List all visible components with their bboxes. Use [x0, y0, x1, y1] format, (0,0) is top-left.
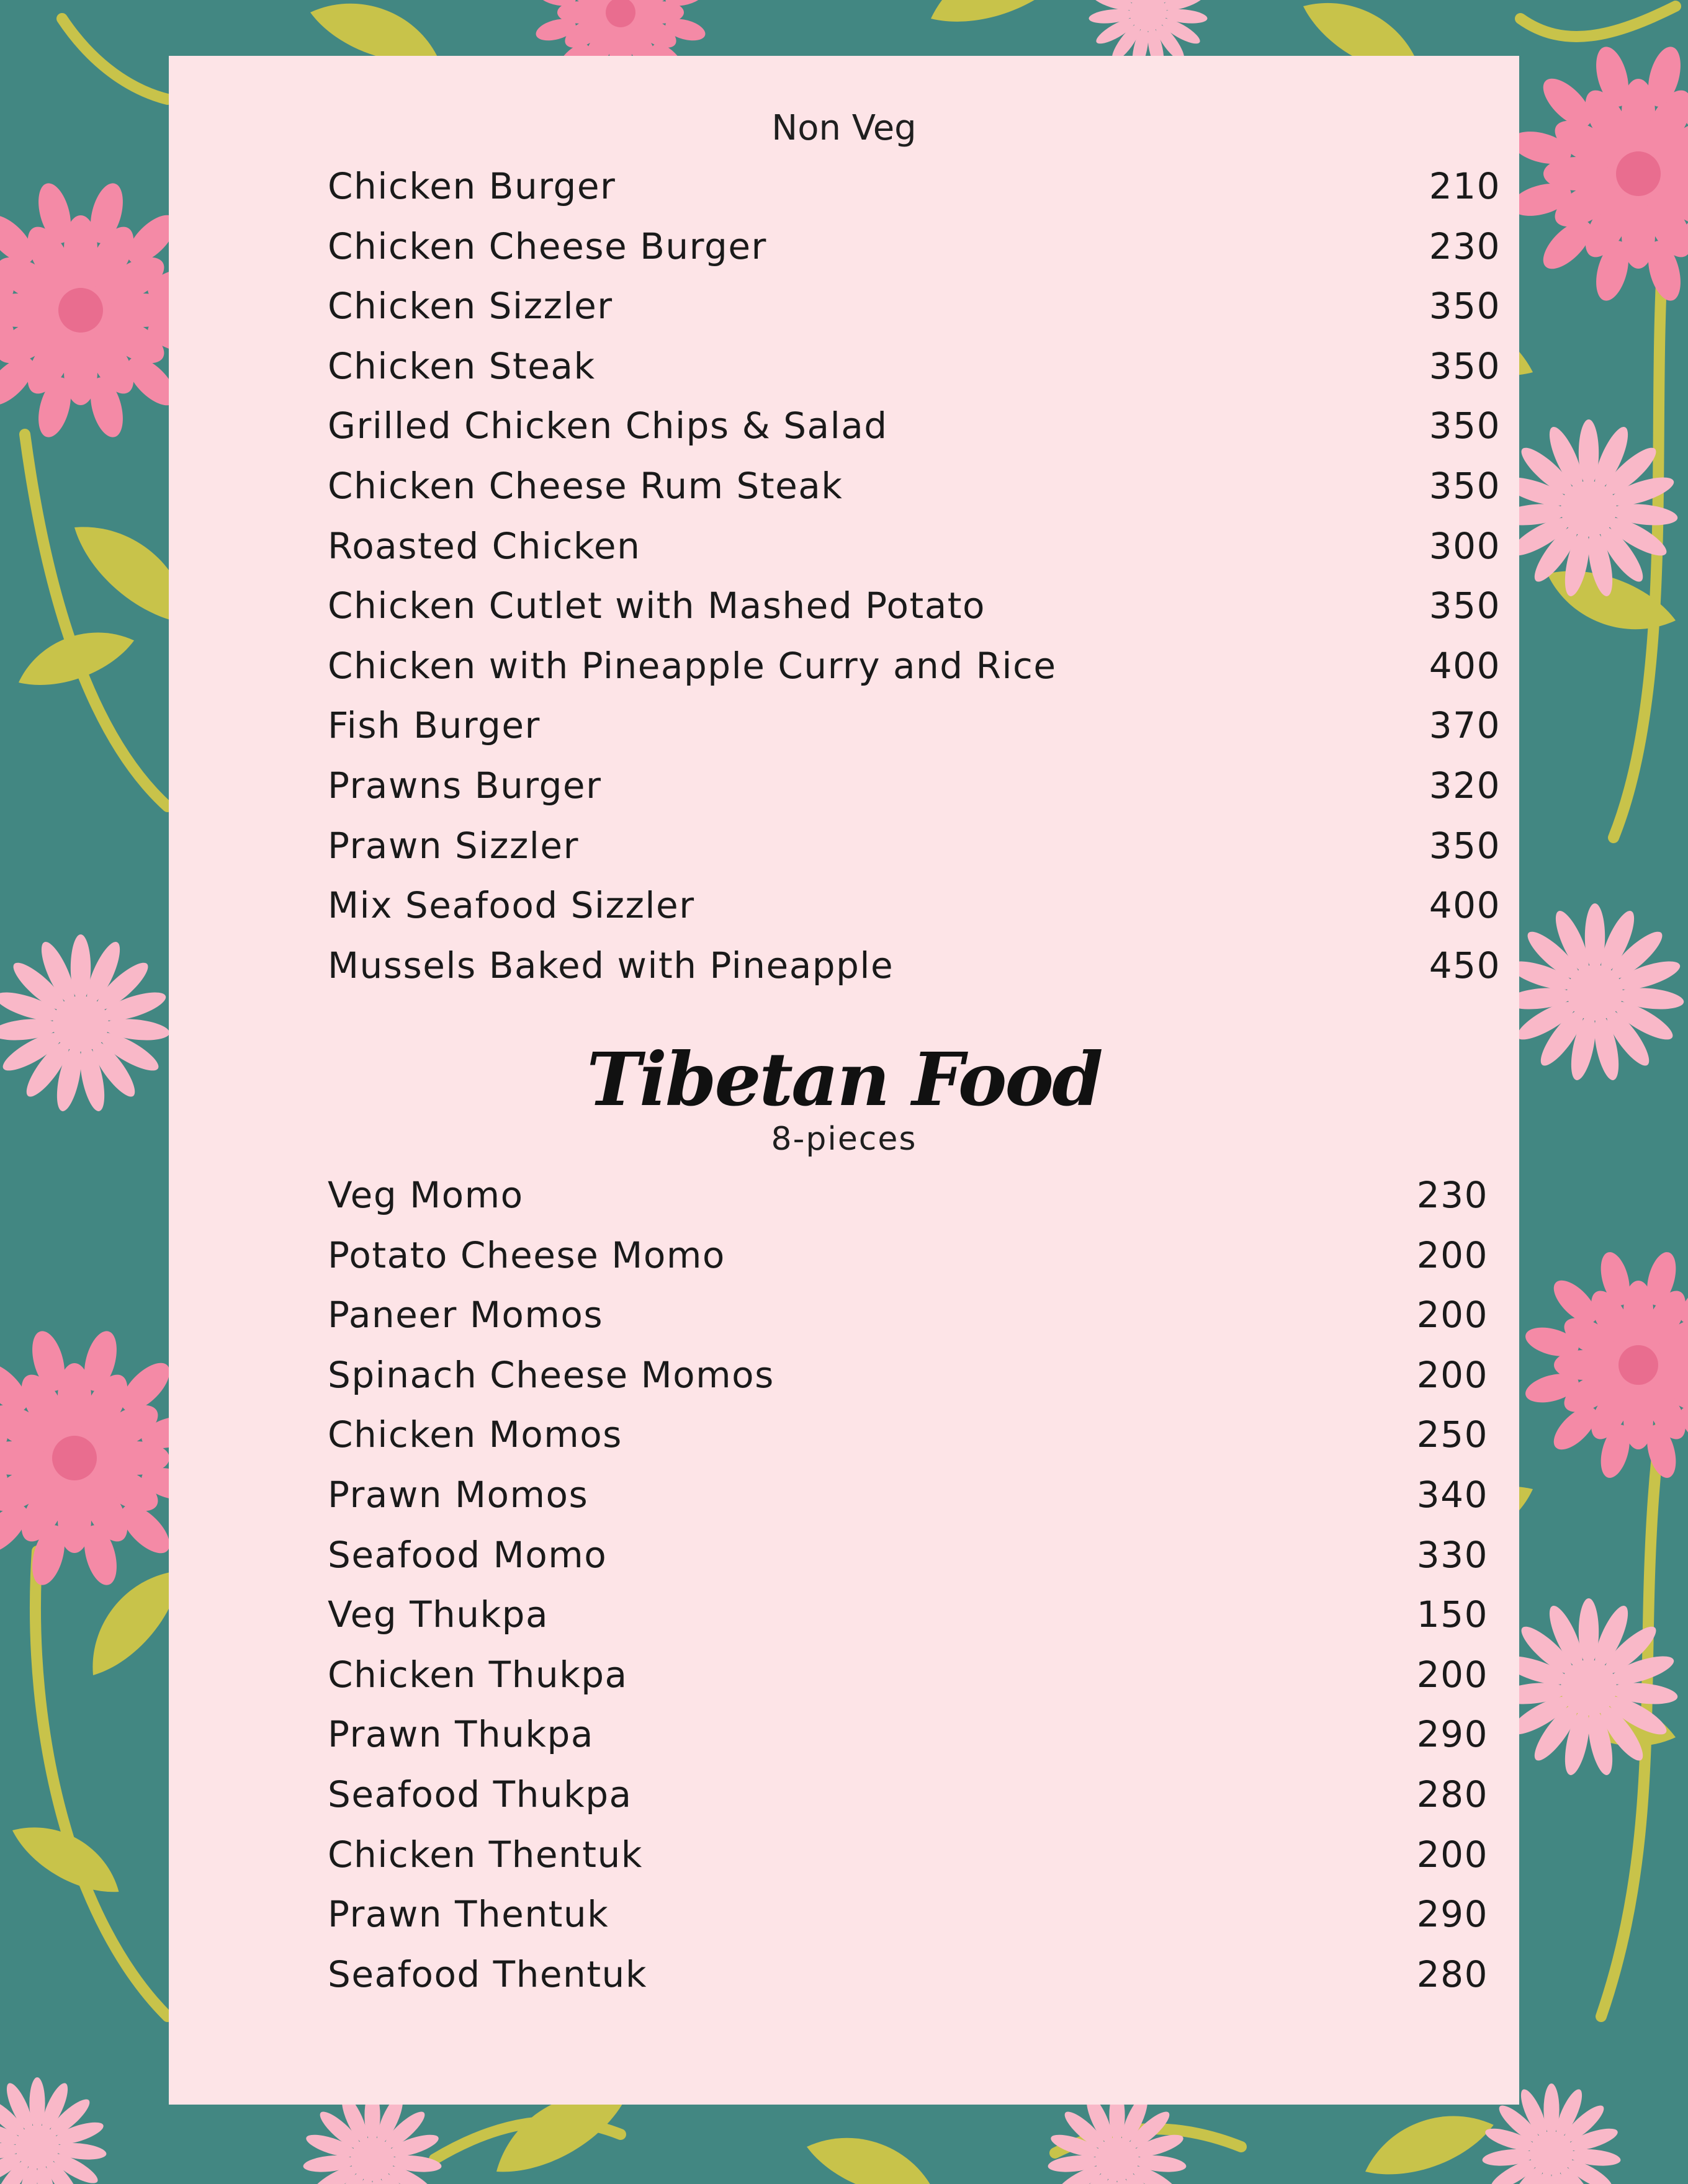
menu-item-name: Chicken Sizzler	[328, 285, 613, 328]
menu-item-name: Prawn Thukpa	[328, 1713, 594, 1756]
menu-item-row	[328, 1405, 1488, 1465]
menu-item-row	[328, 1525, 1488, 1585]
menu-item-price: 370	[1429, 704, 1501, 747]
menu-item-name: Chicken Thentuk	[328, 1833, 643, 1876]
menu-item-row	[328, 696, 1501, 756]
menu-item-row	[328, 936, 1501, 996]
menu-item-price: 280	[1416, 1953, 1488, 1995]
menu-item-price: 200	[1416, 1233, 1488, 1276]
menu-item-row	[328, 336, 1501, 396]
menu-item-price: 450	[1429, 944, 1501, 987]
menu-item-name: Chicken Cutlet with Mashed Potato	[328, 584, 986, 627]
menu-item-row	[328, 875, 1501, 936]
menu-item-name: Potato Cheese Momo	[328, 1233, 725, 1276]
menu-item-row	[328, 1285, 1488, 1345]
menu-item-name: Mussels Baked with Pineapple	[328, 944, 894, 987]
menu-item-row	[328, 1945, 1488, 2005]
menu-item-name: Grilled Chicken Chips & Salad	[328, 405, 888, 447]
menu-item-name: Seafood Momo	[328, 1533, 608, 1576]
menu-item-name: Prawn Thentuk	[328, 1893, 609, 1936]
menu-item-name: Seafood Thentuk	[328, 1953, 647, 1995]
menu-item-name: Chicken Burger	[328, 165, 616, 207]
menu-item-row	[328, 1825, 1488, 1885]
menu-item-name: Veg Momo	[328, 1174, 524, 1216]
menu-item-name: Prawn Momos	[328, 1473, 589, 1516]
menu-item-price: 250	[1416, 1413, 1488, 1456]
menu-item-price: 290	[1416, 1893, 1488, 1936]
menu-item-price: 150	[1416, 1593, 1488, 1636]
menu-item-price: 350	[1429, 464, 1501, 507]
menu-item-name: Mix Seafood Sizzler	[328, 884, 695, 927]
menu-item-price: 200	[1416, 1294, 1488, 1336]
menu-item-row	[328, 576, 1501, 636]
menu-item-name: Chicken Steak	[328, 344, 596, 387]
menu-item-row	[328, 1645, 1488, 1705]
menu-item-name: Fish Burger	[328, 704, 541, 747]
menu-item-price: 350	[1429, 584, 1501, 627]
menu-item-row	[328, 1765, 1488, 1825]
menu-item-name: Veg Thukpa	[328, 1593, 549, 1636]
menu-item-price: 210	[1429, 165, 1501, 207]
menu-item-price: 290	[1416, 1713, 1488, 1756]
section-heading-non-veg: Non Veg	[771, 108, 917, 148]
menu-item-name: Prawn Sizzler	[328, 824, 579, 867]
menu-item-row	[328, 1165, 1488, 1225]
section-heading-tibetan-food: Tibetan Food	[586, 1036, 1102, 1122]
menu-item-price: 350	[1429, 344, 1501, 387]
menu-item-price: 200	[1416, 1353, 1488, 1396]
menu-item-price: 200	[1416, 1653, 1488, 1696]
menu-item-name: Chicken Momos	[328, 1413, 622, 1456]
menu-item-price: 230	[1429, 225, 1501, 267]
menu-item-row	[328, 816, 1501, 876]
menu-list-non-veg	[328, 156, 1501, 995]
menu-item-row	[328, 1884, 1488, 1945]
menu-item-row	[328, 276, 1501, 336]
menu-item-row	[328, 1585, 1488, 1645]
menu-item-row	[328, 456, 1501, 516]
menu-item-row	[328, 1465, 1488, 1525]
menu-item-price: 350	[1429, 285, 1501, 328]
menu-item-price: 330	[1416, 1533, 1488, 1576]
menu-list-tibetan-food	[328, 1165, 1488, 2004]
menu-item-row	[328, 396, 1501, 456]
menu-item-price: 400	[1429, 644, 1501, 687]
menu-item-row	[328, 1345, 1488, 1405]
menu-item-row	[328, 756, 1501, 816]
menu-item-row	[328, 217, 1501, 277]
menu-item-row	[328, 156, 1501, 217]
menu-item-price: 340	[1416, 1473, 1488, 1516]
menu-item-row	[328, 636, 1501, 696]
menu-item-name: Chicken Cheese Rum Steak	[328, 464, 843, 507]
menu-card	[169, 56, 1519, 2105]
menu-item-name: Paneer Momos	[328, 1294, 604, 1336]
menu-item-price: 320	[1429, 764, 1501, 807]
section-subheading-pieces: 8-pieces	[771, 1121, 917, 1158]
menu-item-name: Chicken with Pineapple Curry and Rice	[328, 644, 1057, 687]
menu-item-row	[328, 1704, 1488, 1765]
menu-item-price: 400	[1429, 884, 1501, 927]
menu-item-price: 230	[1416, 1174, 1488, 1216]
menu-item-name: Roasted Chicken	[328, 524, 641, 567]
menu-item-price: 300	[1429, 524, 1501, 567]
menu-item-row	[328, 1225, 1488, 1286]
menu-item-row	[328, 516, 1501, 576]
menu-item-name: Chicken Cheese Burger	[328, 225, 767, 267]
menu-item-name: Prawns Burger	[328, 764, 602, 807]
menu-item-price: 200	[1416, 1833, 1488, 1876]
menu-item-name: Seafood Thukpa	[328, 1773, 632, 1815]
menu-item-price: 280	[1416, 1773, 1488, 1815]
menu-item-name: Spinach Cheese Momos	[328, 1353, 774, 1396]
menu-item-price: 350	[1429, 405, 1501, 447]
menu-item-price: 350	[1429, 824, 1501, 867]
menu-item-name: Chicken Thukpa	[328, 1653, 628, 1696]
